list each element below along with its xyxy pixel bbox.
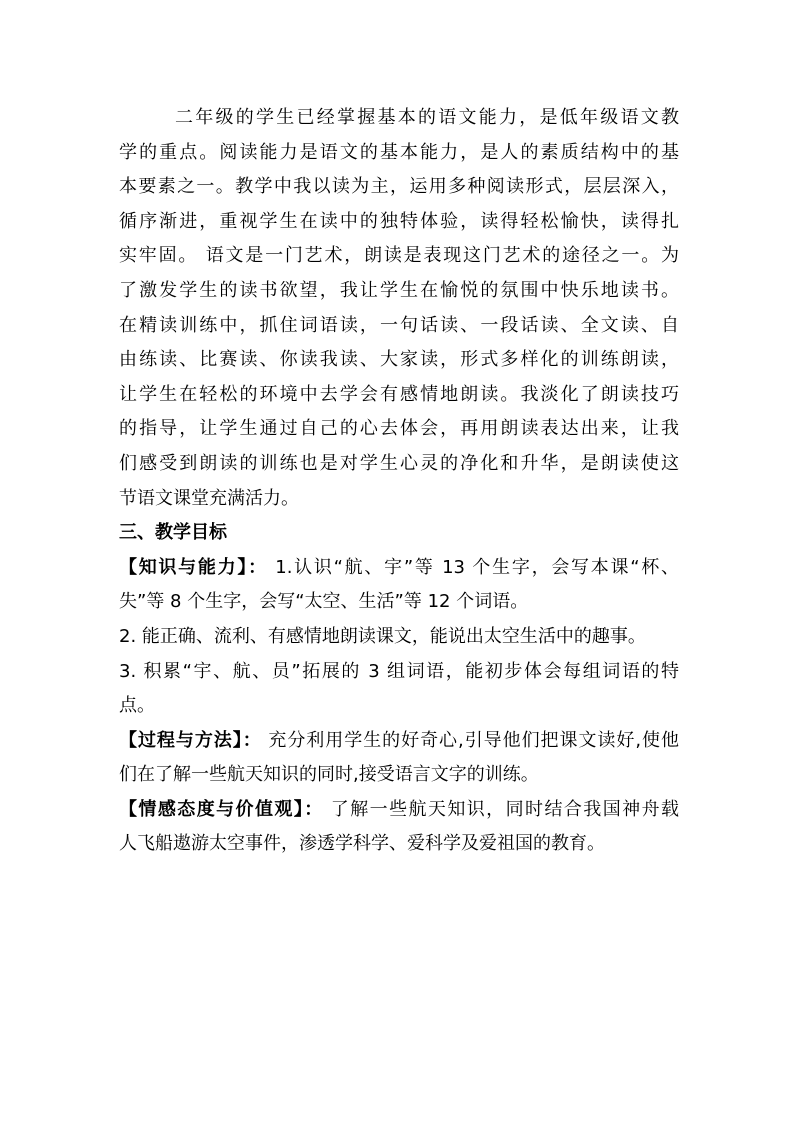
paragraph-line: 循序渐进，重视学生在读中的独特体验，读得轻松愉快，读得扎	[119, 210, 679, 232]
process-label: 【过程与方法】：	[119, 729, 262, 751]
knowledge-label: 【知识与能力】：	[119, 556, 268, 578]
emotion-label: 【情感态度与价值观】：	[119, 798, 324, 820]
paragraph-line: 在精读训练中，抓住词语读，一句话读、一段话读、全文读、自	[119, 314, 679, 336]
document-page	[119, 101, 679, 862]
knowledge-item-3: 3. 积累“宇、航、员”拓展的 3 组词语，能初步体会每组词语的特	[119, 660, 679, 682]
emotion-value-goals	[119, 793, 679, 862]
paragraph-line: 由练读、比赛读、你读我读、大家读，形式多样化的训练朗读，	[119, 349, 679, 371]
section-heading: 三、教学目标	[119, 522, 227, 544]
knowledge-ability-goals	[119, 551, 679, 724]
knowledge-item-2: 2. 能正确、流利、有感情地朗读课文，能说出太空生活中的趣事。	[119, 625, 646, 647]
process-method-goals	[119, 724, 679, 793]
knowledge-item-3-cont: 点。	[119, 695, 155, 717]
paragraph-teaching-analysis	[119, 101, 679, 516]
paragraph-line: 二年级的学生已经掌握基本的语文能力，是低年级语文教	[175, 107, 679, 128]
process-line: 们在了解一些航天知识的同时,接受语言文字的训练。	[119, 764, 539, 786]
emotion-line: 人飞船遨游太空事件，渗透学科学、爱科学及爱祖国的教育。	[119, 833, 605, 855]
knowledge-text: 1.认识“航、宇”等 13 个生字，会写本课“杯、	[267, 556, 679, 578]
emotion-text: 了解一些航天知识，同时结合我国神舟载	[323, 798, 679, 820]
paragraph-line: 实牢固。 语文是一门艺术，朗读是表现这门艺术的途径之一。为	[119, 245, 679, 267]
paragraph-line: 了激发学生的读书欲望，我让学生在愉悦的氛围中快乐地读书。	[119, 279, 679, 301]
paragraph-line: 节语文课堂充满活力。	[119, 487, 299, 509]
knowledge-line: 失”等 8 个生字，会写“太空、生活”等 12 个词语。	[119, 591, 529, 613]
paragraph-line: 们感受到朗读的训练也是对学生心灵的净化和升华，是朗读使这	[119, 452, 679, 474]
paragraph-line: 本要素之一。教学中我以读为主，运用多种阅读形式，层层深入，	[119, 176, 679, 198]
paragraph-line: 的指导，让学生通过自己的心去体会，再用朗读表达出来，让我	[119, 418, 679, 440]
paragraph-line: 学的重点。阅读能力是语文的基本能力，是人的素质结构中的基	[119, 141, 679, 163]
process-text: 充分利用学生的好奇心,引导他们把课文读好,使他	[261, 729, 679, 751]
paragraph-line: 让学生在轻松的环境中去学会有感情地朗读。我淡化了朗读技巧	[119, 383, 679, 405]
